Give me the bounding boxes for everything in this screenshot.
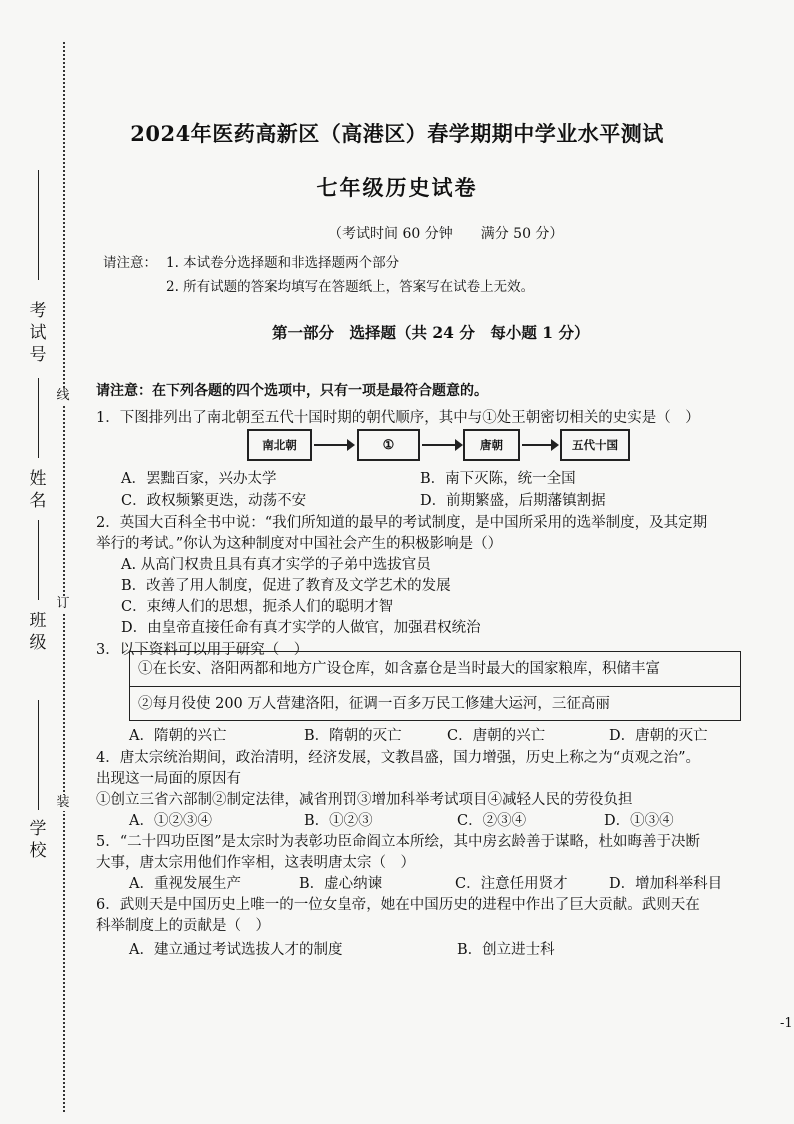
section-title: 第一部分 选择题（共 24 分 每小题 1 分） (272, 323, 590, 342)
q1-option-c: C．政权频繁更迭，动荡不安 (121, 493, 307, 509)
q2-stem-2: 举行的考试。”你认为这种制度对中国社会产生的积极影响是（） (96, 536, 503, 552)
q2-option-a: A. 从高门权贵且具有真才实学的子弟中选拔官员 (121, 557, 431, 573)
q5-option-c: C．注意任用贤才 (455, 876, 568, 892)
q5-option-a: A．重视发展生产 (129, 876, 241, 892)
exam-no-label: 考试号 (29, 301, 47, 365)
q3-material-2: ②每月役使 200 万人营建洛阳，征调一百多万民工修建大运河，三征高丽 (130, 686, 740, 721)
exam-subtitle: 七年级历史试卷 (316, 175, 478, 200)
q5-stem-1: 5．“二十四功臣图”是太宗时为表彰功臣命阎立本所绘，其中房玄龄善于谋略，杜如晦善于决断 (96, 834, 701, 850)
notice-2: 2. 所有试题的答案均填写在答题纸上，答案写在试卷上无效。 (166, 279, 535, 295)
name-label: 姓名 (29, 469, 47, 511)
q3-material-table (129, 651, 741, 721)
exam-title: 2024年医药高新区（高港区）春学期期中学业水平测试 (130, 121, 664, 146)
notice-1: 1. 本试卷分选择题和非选择题两个部分 (166, 255, 400, 271)
q6-option-a: A．建立通过考试选拔人才的制度 (129, 942, 343, 958)
q4-option-b: B．①②③ (304, 813, 373, 829)
q4-option-d: D．①③④ (604, 813, 674, 829)
q2-option-d: D．由皇帝直接任命有真才实学的人做官，加强君权统治 (121, 620, 481, 636)
q3-material-1: ①在长安、洛阳两都和地方广设仓库，如含嘉仓是当时最大的国家粮库，积储丰富 (138, 661, 660, 677)
q4-stem-2: 出现这一局面的原因有 (96, 771, 241, 787)
flow-box-wudai: 五代十国 (560, 429, 630, 461)
flow-box-nanbeichao: 南北朝 (247, 429, 312, 461)
binding-mark-zhuang: 装 (53, 795, 73, 811)
q5-option-b: B．虚心纳谏 (299, 876, 383, 892)
page-number: -1 (780, 1016, 793, 1031)
q4-option-c: C．②③④ (457, 813, 527, 829)
q6-stem-1: 6．武则天是中国历史上唯一的一位女皇帝，她在中国历史的进程中作出了巨大贡献。武则天在 (96, 897, 700, 913)
q3-stem: 3．以下资料可以用于研究（ ） (96, 642, 309, 658)
notice-label: 请注意： (103, 255, 157, 271)
q1-option-b: B．南下灭陈，统一全国 (420, 471, 576, 487)
q4-stem-3: ①创立三省六部制②制定法律，减省刑罚③增加科举考试项目④减轻人民的劳役负担 (96, 792, 633, 808)
class-label: 班级 (29, 611, 47, 653)
q5-stem-2: 大事，唐太宗用他们作宰相，这表明唐太宗（ ） (96, 855, 415, 871)
q2-option-c: C．束缚人们的思想，扼杀人们的聪明才智 (121, 599, 394, 615)
q3-option-c: C．唐朝的兴亡 (447, 728, 546, 744)
binding-mark-line: 线 (53, 388, 73, 404)
flow-arrow (522, 444, 552, 446)
flow-box-blank-1: ① (357, 429, 420, 461)
q6-stem-2: 科举制度上的贡献是（ ） (96, 918, 270, 934)
q2-stem-1: 2．英国大百科全书中说：“我们所知道的最早的考试制度，是中国所采用的选举制度，及其定期 (96, 515, 708, 531)
class-blank-line (38, 520, 39, 600)
q4-option-a: A．①②③④ (129, 813, 212, 829)
q3-option-d: D．唐朝的灭亡 (609, 728, 708, 744)
q3-option-a: A．隋朝的兴亡 (129, 728, 227, 744)
flow-arrow (314, 444, 348, 446)
flow-box-tang: 唐朝 (463, 429, 520, 461)
school-label: 学校 (29, 819, 47, 861)
q4-stem-1: 4．唐太宗统治期间，政治清明，经济发展，文教昌盛，国力增强，历史上称之为“贞观之治”。 (96, 750, 701, 766)
q3-option-b: B．隋朝的灭亡 (304, 728, 402, 744)
q1-option-d: D．前期繁盛，后期藩镇割据 (420, 493, 606, 509)
q5-option-d: D．增加科举科目 (609, 876, 723, 892)
q1-option-a: A．罢黜百家，兴办太学 (121, 471, 277, 487)
flow-arrow (422, 444, 456, 446)
school-blank-line (38, 700, 39, 810)
binding-mark-ding: 订 (53, 596, 73, 612)
name-blank-line (38, 378, 39, 458)
exam-info: （考试时间 60 分钟 满分 50 分） (328, 226, 564, 242)
section-instruction: 请注意：在下列各题的四个选项中，只有一项是最符合题意的。 (96, 383, 488, 399)
q1-stem: 1．下图排列出了南北朝至五代十国时期的朝代顺序，其中与①处王朝密切相关的史实是（ ） (96, 410, 700, 426)
binding-dotted-line (63, 42, 65, 1112)
q6-option-b: B．创立进士科 (457, 942, 555, 958)
q2-option-b: B．改善了用人制度，促进了教育及文学艺术的发展 (121, 578, 451, 594)
